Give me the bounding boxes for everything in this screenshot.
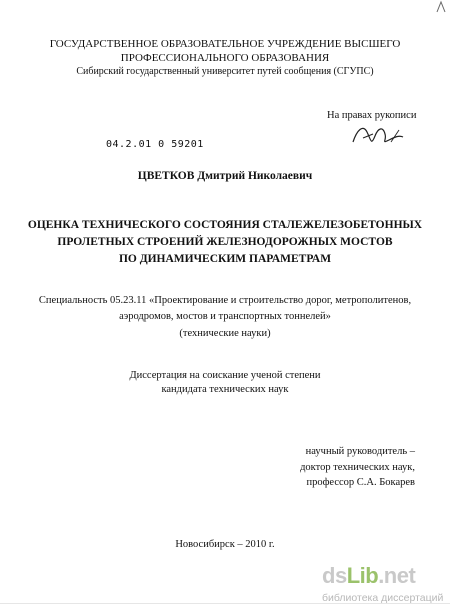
- supervisor-line-2: доктор технических наук,: [300, 462, 415, 473]
- specialty-line-3: (технические науки): [179, 328, 271, 339]
- institution-line-1: ГОСУДАРСТВЕННОЕ ОБРАЗОВАТЕЛЬНОЕ УЧРЕЖДЕНИЕ ВЫСШЕГО: [49, 38, 401, 50]
- registry-stamp: 04.2.01 0 59201: [106, 139, 204, 150]
- supervisor-line-1: научный руководитель –: [305, 446, 415, 457]
- dissertation-line-1: Диссертация на соискание ученой степени: [129, 370, 321, 381]
- title-line-1: ОЦЕНКА ТЕХНИЧЕСКОГО СОСТОЯНИЯ СТАЛЕЖЕЛЕЗОБЕТОННЫХ: [27, 219, 423, 231]
- corner-scan-mark: [435, 0, 449, 14]
- logo-part-net: .net: [378, 563, 416, 588]
- dissertation-line-2: кандидата технических наук: [161, 384, 289, 395]
- title-line-2: ПРОЛЕТНЫХ СТРОЕНИЙ ЖЕЛЕЗНОДОРОЖНЫХ МОСТОВ: [57, 236, 393, 248]
- manuscript-rights-label: На правах рукописи: [327, 110, 417, 121]
- dslib-watermark-link[interactable]: [322, 563, 446, 609]
- specialty-line-2: аэродромов, мостов и транспортных тоннелей»: [119, 311, 331, 322]
- dslib-subtitle: библиотека диссертаций: [322, 592, 444, 604]
- signature-scribble: [345, 120, 415, 150]
- title-line-3: ПО ДИНАМИЧЕСКИМ ПАРАМЕТРАМ: [118, 253, 332, 265]
- dslib-logo: [322, 563, 415, 589]
- institution-line-2: ПРОФЕССИОНАЛЬНОГО ОБРАЗОВАНИЯ: [120, 52, 330, 64]
- city-year: Новосибирск – 2010 г.: [175, 539, 275, 550]
- university-name: Сибирский государственный университет путей сообщения (СГУПС): [76, 66, 374, 77]
- supervisor-line-3: профессор С.А. Бокарев: [306, 477, 415, 488]
- specialty-line-1: Специальность 05.23.11 «Проектирование и строительство дорог, метрополитенов,: [38, 295, 412, 306]
- author-name: ЦВЕТКОВ Дмитрий Николаевич: [137, 170, 313, 182]
- logo-part-ds: ds: [322, 563, 347, 588]
- logo-part-lib: Lib: [346, 563, 379, 588]
